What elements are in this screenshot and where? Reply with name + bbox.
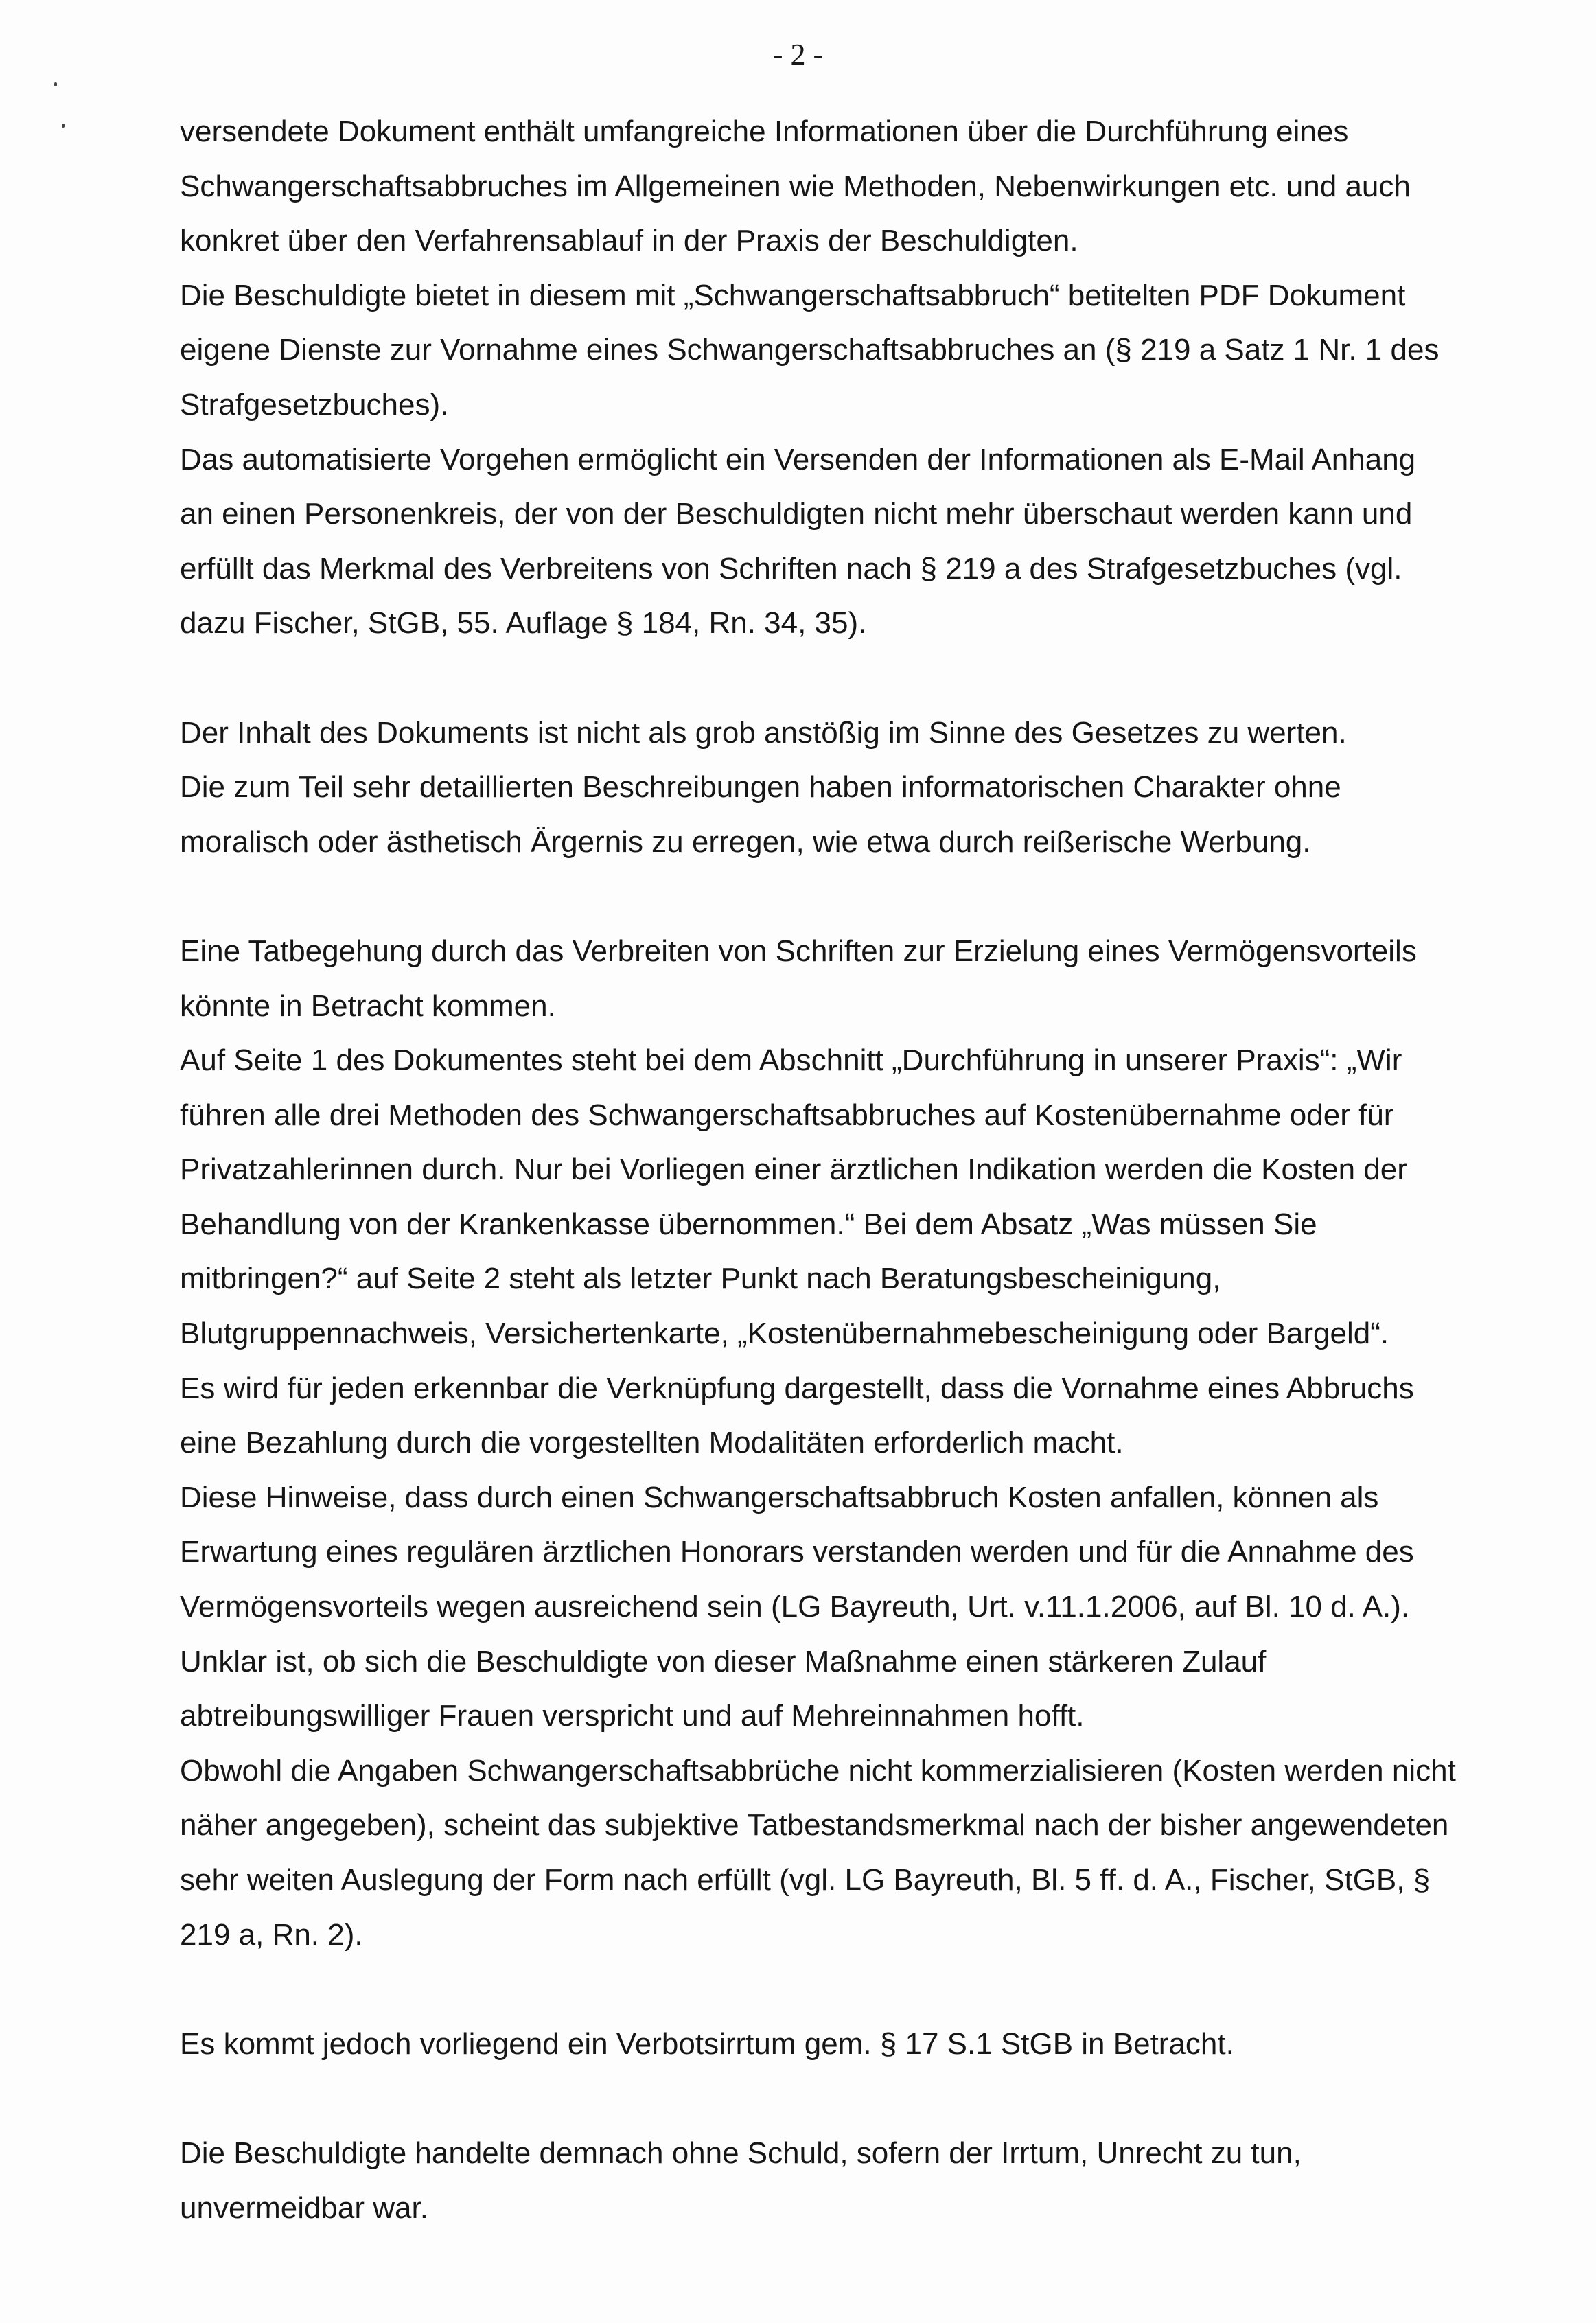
scan-speck bbox=[54, 82, 57, 86]
page-number: - 2 - bbox=[772, 38, 824, 71]
text-line: führen alle drei Methoden des Schwangerschaftsabbruches auf Kostenübernahme oder für bbox=[180, 1098, 1394, 1132]
paragraph bbox=[180, 706, 1525, 870]
document-body bbox=[180, 104, 1525, 2235]
text-line: erfüllt das Merkmal des Verbreitens von Schriften nach § 219 a des Strafgesetzbuches (vgl. bbox=[180, 551, 1402, 586]
text-line: Unklar ist, ob sich die Beschuldigte von dieser Maßnahme einen stärkeren Zulauf bbox=[180, 1644, 1267, 1678]
text-line: konkret über den Verfahrensablauf in der Praxis der Beschuldigten. bbox=[180, 224, 1078, 258]
text-line: Das automatisierte Vorgehen ermöglicht ein Versenden der Informationen als E-Mail Anhang bbox=[180, 442, 1416, 476]
text-line: Obwohl die Angaben Schwangerschaftsabbrüche nicht kommerzialisieren (Kosten werden nicht bbox=[180, 1753, 1456, 1788]
text-line: mitbringen?“ auf Seite 2 steht als letzter Punkt nach Beratungsbescheinigung, bbox=[180, 1262, 1221, 1296]
text-line: eigene Dienste zur Vornahme eines Schwangerschaftsabbruches an (§ 219 a Satz 1 Nr. 1 des bbox=[180, 333, 1439, 367]
text-line: moralisch oder ästhetisch Ärgernis zu erregen, wie etwa durch reißerische Werbung. bbox=[180, 824, 1311, 859]
text-line: Die Beschuldigte bietet in diesem mit „Schwangerschaftsabbruch“ betitelten PDF Dokument bbox=[180, 278, 1406, 312]
paragraph bbox=[180, 924, 1525, 1962]
text-line: Diese Hinweise, dass durch einen Schwangerschaftsabbruch Kosten anfallen, können als bbox=[180, 1480, 1379, 1514]
text-line: näher angegeben), scheint das subjektive Tatbestandsmerkmal nach der bisher angewendeten bbox=[180, 1808, 1449, 1842]
text-line: Vermögensvorteils wegen ausreichend sein (LG Bayreuth, Urt. v.11.1.2006, auf Bl. 10 d. A.). bbox=[180, 1590, 1410, 1624]
paragraph-gap bbox=[180, 869, 1525, 924]
text-line: Blutgruppennachweis, Versichertenkarte, „Kostenübernahmebescheinigung oder Bargeld“. bbox=[180, 1317, 1389, 1351]
text-line: Eine Tatbegehung durch das Verbreiten von Schriften zur Erzielung eines Vermögensvorteils bbox=[180, 934, 1417, 968]
paragraph-gap bbox=[180, 651, 1525, 706]
text-line: 219 a, Rn. 2). bbox=[180, 1917, 363, 1952]
text-line: Behandlung von der Krankenkasse übernommen.“ Bei dem Absatz „Was müssen Sie bbox=[180, 1207, 1317, 1241]
text-line: Privatzahlerinnen durch. Nur bei Vorliegen einer ärztlichen Indikation werden die Kosten der bbox=[180, 1153, 1407, 1187]
text-line: Es kommt jedoch vorliegend ein Verbotsirrtum gem. § 17 S.1 StGB in Betracht. bbox=[180, 2026, 1234, 2061]
text-line: Schwangerschaftsabbruches im Allgemeinen wie Methoden, Nebenwirkungen etc. und auch bbox=[180, 169, 1411, 203]
text-line: Es wird für jeden erkennbar die Verknüpfung dargestellt, dass die Vornahme eines Abbruchs bbox=[180, 1371, 1414, 1405]
text-line: versendete Dokument enthält umfangreiche Informationen über die Durchführung eines bbox=[180, 115, 1349, 148]
text-line: Erwartung eines regulären ärztlichen Honorars verstanden werden und für die Annahme des bbox=[180, 1535, 1414, 1569]
text-line: Strafgesetzbuches). bbox=[180, 387, 449, 421]
paragraph bbox=[180, 2126, 1525, 2235]
text-line: Der Inhalt des Dokuments ist nicht als grob anstößig im Sinne des Gesetzes zu werten. bbox=[180, 715, 1347, 750]
text-line: Die Beschuldigte handelte demnach ohne Schuld, sofern der Irrtum, Unrecht zu tun, bbox=[180, 2136, 1302, 2170]
text-line: unvermeidbar war. bbox=[180, 2191, 428, 2225]
text-line: Die zum Teil sehr detaillierten Beschreibungen haben informatorischen Charakter ohne bbox=[180, 770, 1341, 805]
text-line: Auf Seite 1 des Dokumentes steht bei dem Abschnitt „Durchführung in unserer Praxis“: „Wir bbox=[180, 1043, 1402, 1078]
text-line: könnte in Betracht kommen. bbox=[180, 989, 556, 1023]
text-line: abtreibungswilliger Frauen verspricht und auf Mehreinnahmen hofft. bbox=[180, 1699, 1085, 1733]
paragraph-gap bbox=[180, 2071, 1525, 2126]
text-line: an einen Personenkreis, der von der Beschuldigten nicht mehr überschaut werden kann und bbox=[180, 497, 1413, 531]
paragraph bbox=[180, 104, 1525, 651]
text-line: eine Bezahlung durch die vorgestellten Modalitäten erforderlich macht. bbox=[180, 1426, 1124, 1460]
paragraph bbox=[180, 2017, 1525, 2072]
scan-speck bbox=[62, 124, 65, 128]
paragraph-gap bbox=[180, 1962, 1525, 2017]
text-line: sehr weiten Auslegung der Form nach erfüllt (vgl. LG Bayreuth, Bl. 5 ff. d. A., Fischer, StGB, § bbox=[180, 1863, 1431, 1897]
text-line: dazu Fischer, StGB, 55. Auflage § 184, Rn. 34, 35). bbox=[180, 606, 867, 640]
